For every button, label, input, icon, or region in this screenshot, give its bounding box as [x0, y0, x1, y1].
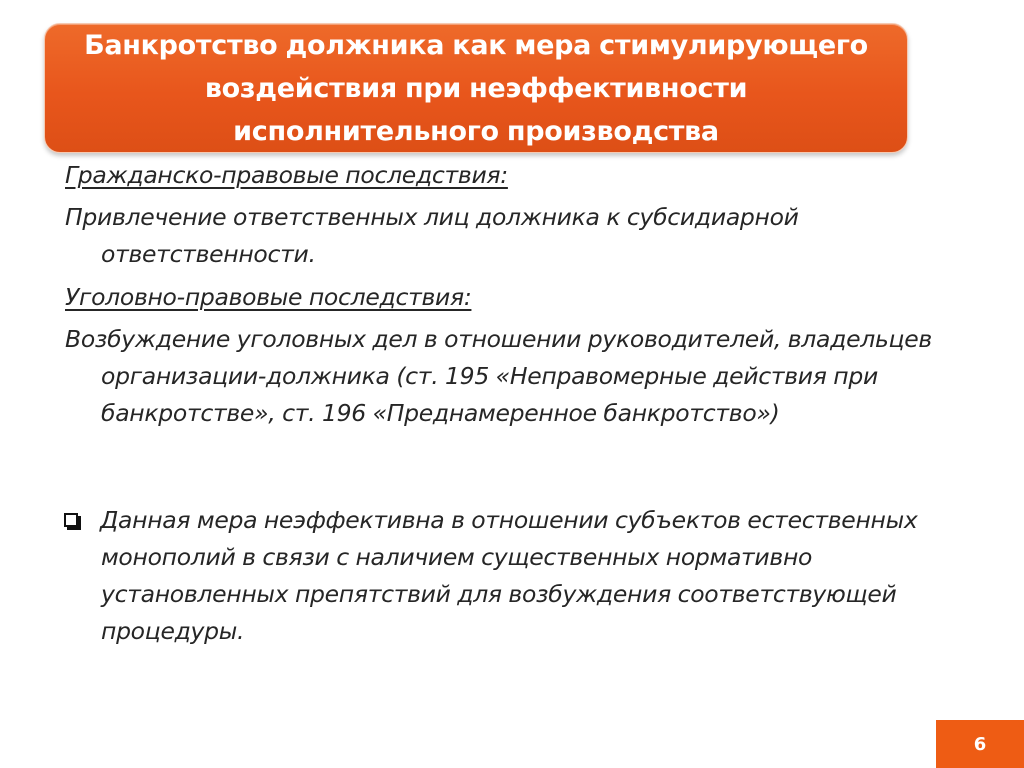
page-number-badge: [936, 720, 1024, 768]
criminal-consequences-heading: Уголовно-правовые последствия:: [65, 283, 472, 311]
criminal-consequences-text: Возбуждение уголовных дел в отношении руководителей, владельцев организации-должника (ст. 195 «Неправомерные действия при банкротстве», ст. 196 «Преднамеренное банкротство»): [65, 325, 932, 427]
slide-title-line: Банкротство должника как мера стимулирующего: [84, 29, 868, 61]
checkbox-square-icon: [64, 513, 78, 527]
page-number: 6: [973, 733, 987, 755]
slide-title: [84, 24, 868, 153]
bullet-item: [65, 502, 955, 650]
bullet-text: Данная мера неэффективна в отношении субъектов естественных монополий в связи с наличием существенных нормативно установленных препятствий для возбуждения соответствующей процедуры.: [100, 506, 918, 645]
civil-consequences-text: Привлечение ответственных лиц должника к субсидиарной ответственности.: [65, 203, 799, 268]
section-heading-criminal: [65, 279, 955, 316]
section-heading-civil: [65, 157, 955, 194]
slide-title-line: исполнительного производства: [233, 115, 719, 147]
civil-consequences-heading: Гражданско-правовые последствия:: [65, 161, 508, 189]
slide-title-banner: [44, 23, 908, 153]
slide-title-line: воздействия при неэффективности: [204, 72, 748, 104]
slide-body: [65, 157, 955, 650]
